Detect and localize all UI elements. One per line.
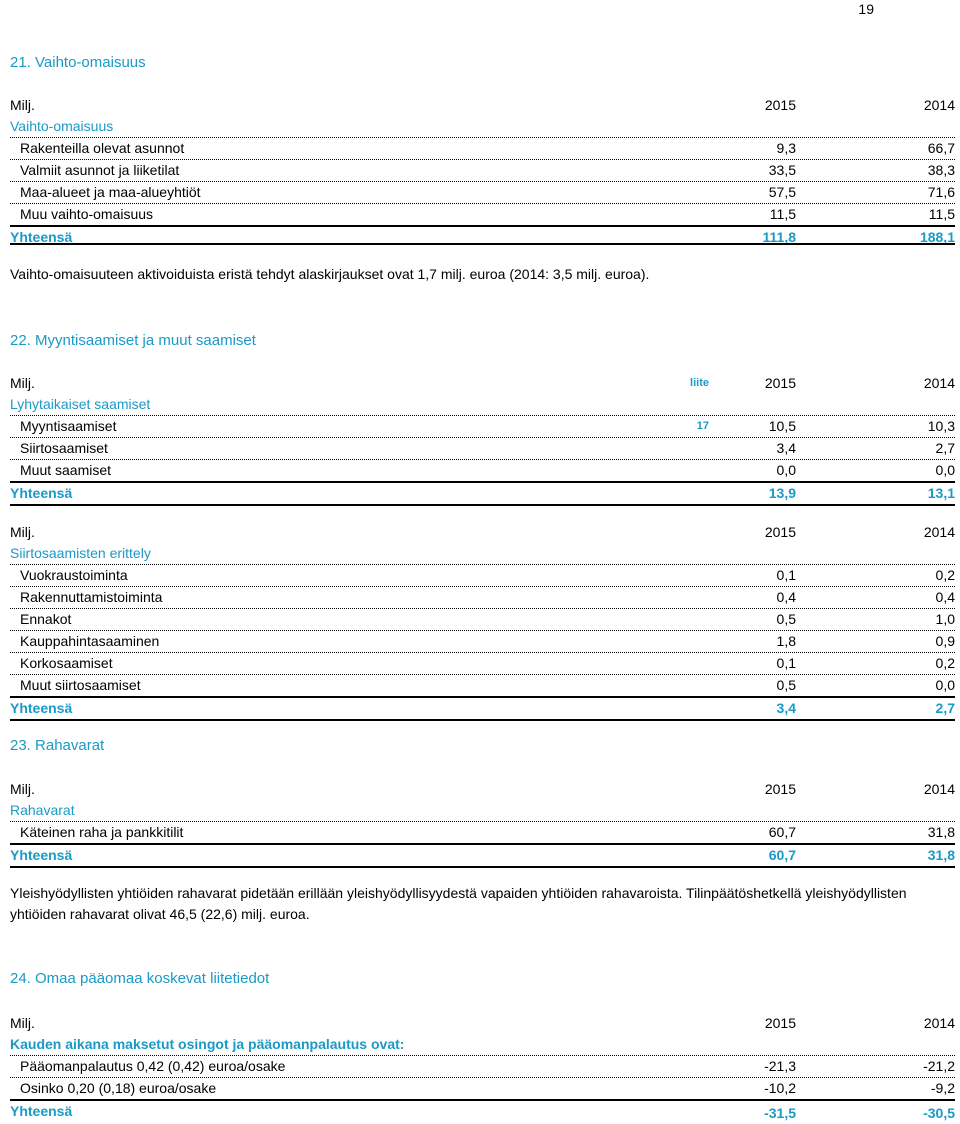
table-rahavarat [10,779,955,868]
section-23-note: Yleishyödyllisten yhtiöiden rahavarat pidetään erillään yleishyödyllisyydestä vapaiden yhtiöiden rahavaroista. Tilinpäätöshetkellä yleishyödyllisten yhtiöiden rahavarat olivat 46,5 (22,6) milj. euroa. [10,885,907,922]
table-row: Valmiit asunnot ja liiketilat 33,5 38,3 [10,160,955,182]
table-row: Muu vaihto-omaisuus 11,5 11,5 [10,204,955,227]
section-heading: Rahavarat [10,800,955,822]
table-row: Muut siirtosaamiset 0,5 0,0 [10,675,955,698]
table-row: Rakenteilla olevat asunnot 9,3 66,7 [10,138,955,160]
total-row: Yhteensä 13,9 13,1 [10,483,955,506]
table-row: Kauppahintasaaminen 1,8 0,9 [10,631,955,653]
section-22-title: 22. Myyntisaamiset ja muut saamiset [10,332,256,349]
section-heading: Lyhytaikaiset saamiset [10,394,955,416]
table-siirtosaamiset [10,522,955,721]
section-23-title: 23. Rahavarat [10,737,105,754]
table-saamiset [10,373,955,506]
total-row: Yhteensä 111,8 188,1 [10,229,955,245]
table-row: Käteinen raha ja pankkitilit 60,7 31,8 [10,822,955,845]
section-21-title: 21. Vaihto-omaisuus [10,54,146,71]
year-2014: 2014 [923,97,955,113]
table-row: Siirtosaamiset 3,4 2,7 [10,438,955,460]
total-row: Yhteensä -31,5 -30,5 [10,1103,955,1121]
table-vaihto-omaisuus [10,95,955,248]
table-header: Milj.  liite 2015 2014 [10,373,955,394]
section-24-title: 24. Omaa pääomaa koskevat liitetiedot [10,970,270,987]
table-row: Osinko 0,20 (0,18) euroa/osake -10,2 -9,2 [10,1078,955,1101]
table-row: Rakennuttamistoiminta 0,4 0,4 [10,587,955,609]
page-number: 19 [858,1,874,17]
table-row: Muut saamiset 0,0 0,0 [10,460,955,483]
table-header: Milj.  2015 2014 [10,1015,955,1031]
section-heading: Vaihto-omaisuus [10,116,955,138]
table-header: Milj.  2015 2014 [10,524,955,540]
total-row: Yhteensä 3,4 2,7 [10,698,955,721]
divider [10,243,955,245]
table-header: Milj.  2015 2014 [10,781,955,797]
note-column-header: liite [690,377,709,389]
unit-label: Milj.  [10,97,50,113]
table-header [10,95,955,116]
table-row: Myyntisaamiset 17 10,5 10,3 [10,416,955,438]
table-row: Ennakot 0,5 1,0 [10,609,955,631]
table-row: Vuokraustoiminta 0,1 0,2 [10,565,955,587]
section-21-note: Vaihto-omaisuuteen aktivoiduista eristä tehdyt alaskirjaukset ovat 1,7 milj. euroa (2014: 3,5 milj. euroa). [10,266,650,282]
section-heading: Kauden aikana maksetut osingot ja pääomanpalautus ovat: [10,1034,955,1056]
table-row: Maa-alueet ja maa-alueyhtiöt 57,5 71,6 [10,182,955,204]
table-omaa-paaomaa [10,1013,955,1122]
table-row: Pääomanpalautus 0,42 (0,42) euroa/osake -21,3 -21,2 [10,1056,955,1078]
table-row: Korkosaamiset 0,1 0,2 [10,653,955,675]
year-2015: 2015 [764,97,796,113]
note-reference: 17 [696,420,709,432]
total-row: Yhteensä 60,7 31,8 [10,845,955,868]
section-heading: Siirtosaamisten erittely [10,543,955,565]
